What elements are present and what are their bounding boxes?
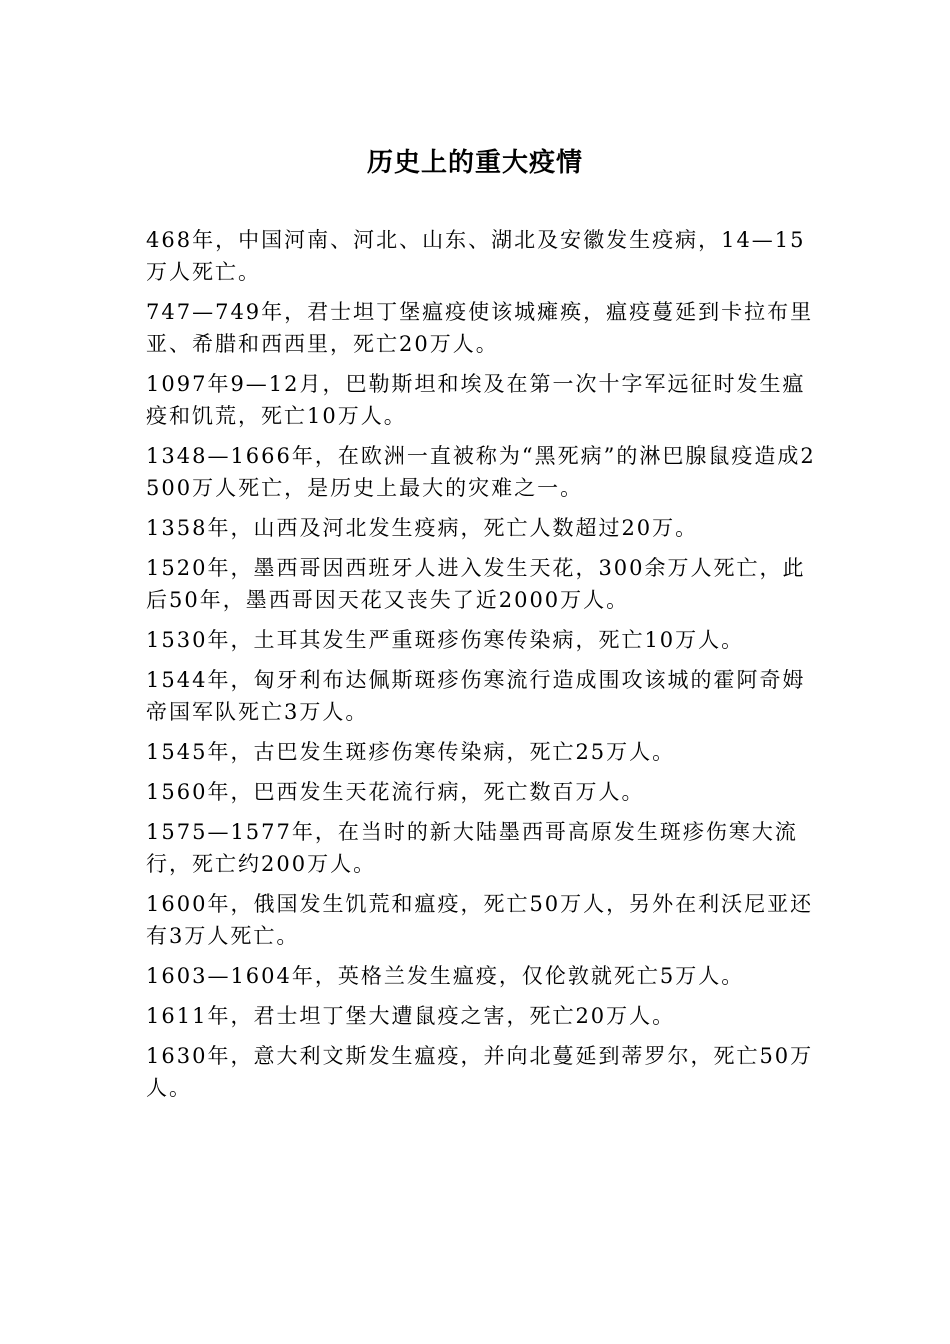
entry-paragraph: 468年，中国河南、河北、山东、湖北及安徽发生疫病，14—15万人死亡。 [146, 228, 806, 284]
entry-paragraph: 1611年，君士坦丁堡大遭鼠疫之害，死亡20万人。 [146, 1004, 676, 1028]
entry-paragraph: 1530年，土耳其发生严重斑疹伤寒传染病，死亡10万人。 [146, 628, 745, 652]
entry-paragraph: 747—749年，君士坦丁堡瘟疫使该城瘫痪，瘟疫蔓延到卡拉布里亚、希腊和西西里，死亡20万人。 [146, 300, 814, 356]
entry-paragraph: 1544年，匈牙利布达佩斯斑疹伤寒流行造成围攻该城的霍阿奇姆帝国军队死亡3万人。 [146, 668, 806, 724]
entry-paragraph: 1603—1604年，英格兰发生瘟疫，仅伦敦就死亡5万人。 [146, 964, 745, 988]
entry-paragraph: 1358年，山西及河北发生疫病，死亡人数超过20万。 [146, 516, 699, 540]
document-body [146, 224, 826, 1112]
entry-paragraph: 1348—1666年，在欧洲一直被称为“黑死病”的淋巴腺鼠疫造成2500万人死亡，是历史上最大的灾难之一。 [146, 444, 816, 500]
entry-paragraph: 1630年，意大利文斯发生瘟疫，并向北蔓延到蒂罗尔，死亡50万人。 [146, 1044, 814, 1100]
entry-paragraph: 1097年9—12月，巴勒斯坦和埃及在第一次十字军远征时发生瘟疫和饥荒，死亡10万人。 [146, 372, 806, 428]
entry-paragraph: 1520年，墨西哥因西班牙人进入发生天花，300余万人死亡，此后50年，墨西哥因天花又丧失了近2000万人。 [146, 556, 806, 612]
entry-paragraph: 1545年，古巴发生斑疹伤寒传染病，死亡25万人。 [146, 740, 676, 764]
entry-paragraph: 1600年，俄国发生饥荒和瘟疫，死亡50万人，另外在利沃尼亚还有3万人死亡。 [146, 892, 814, 948]
entry-paragraph: 1560年，巴西发生天花流行病，死亡数百万人。 [146, 780, 645, 804]
page-title: 历史上的重大疫情 [366, 148, 583, 179]
entry-paragraph: 1575—1577年，在当时的新大陆墨西哥高原发生斑疹伤寒大流行，死亡约200万人。 [146, 820, 798, 876]
